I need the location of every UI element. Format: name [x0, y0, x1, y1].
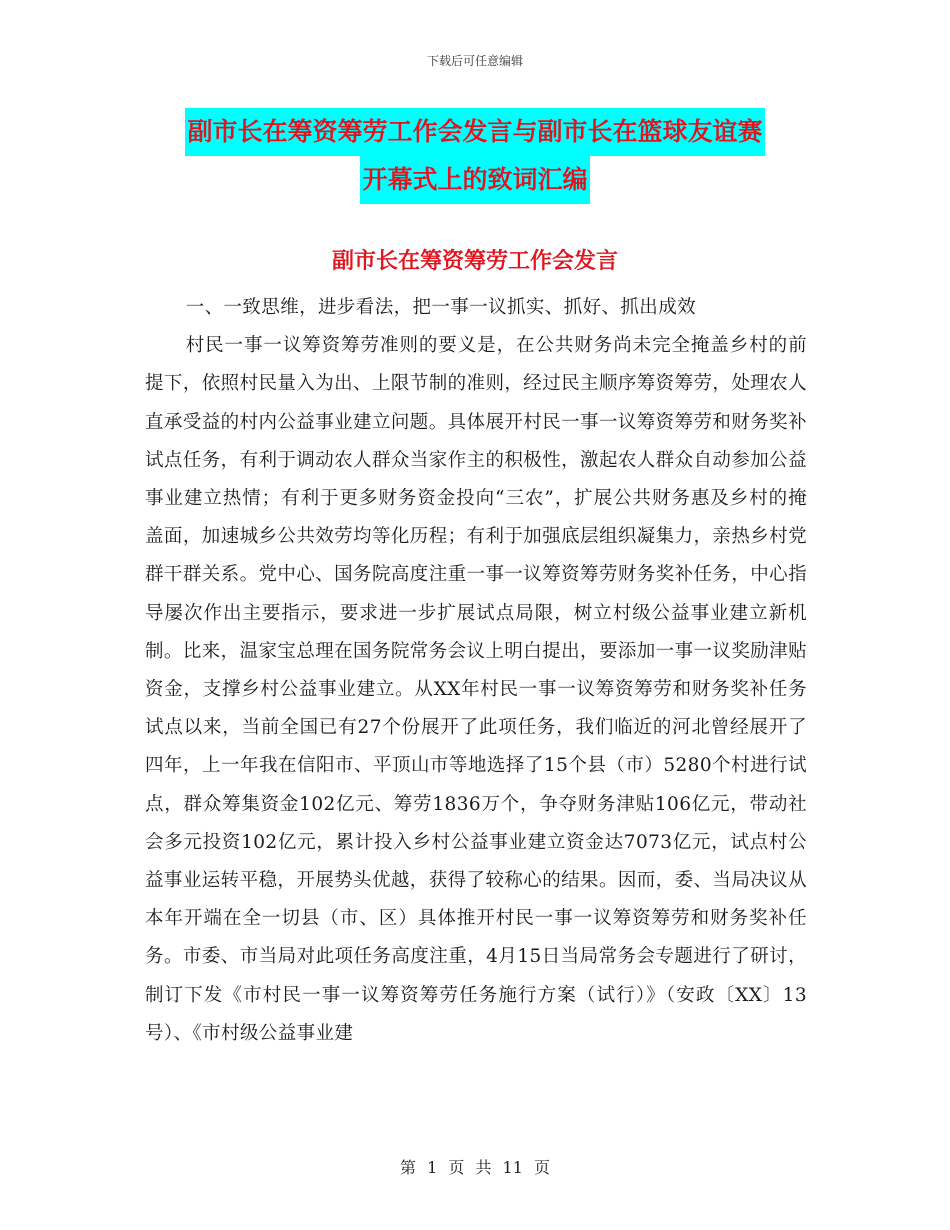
title-line-1: 副市长在筹资筹劳工作会发言与副市长在篮球友谊赛 [185, 108, 764, 156]
section-heading: 副市长在筹资筹劳工作会发言 [331, 249, 618, 274]
page-footer: 第 1 页 共 11 页 [400, 1158, 550, 1177]
subheading: 一、一致思维，进步看法，把一事一议抓实、抓好、抓出成效 [185, 297, 696, 318]
body-paragraph: 村民一事一议筹资筹劳准则的要义是，在公共财务尚未完全掩盖乡村的前提下，依照村民量入为出、上限节制的准则，经过民主顺序筹资筹劳，处理农人直承受益的村内公益事业建立问题。具体展开村民一事一议筹资筹劳和财务奖补试点任务，有利于调动农人群众当家作主的积极性，激起农人群众自动参加公益事业建立热情；有利于更多财务资金投向“三农”，扩展公共财务惠及乡村的掩盖面，加速城乡公共效劳均等化历程；有利于加强底层组织凝集力，亲热乡村党群干群关系。党中心、国务院高度注重一事一议筹资筹劳财务奖补任务，中心指导屡次作出主要指示，要求进一步扩展试点局限，树立村级公益事业建立新机制。比来，温家宝总理在国务院常务会议上明白提出，要添加一事一议奖励津贴资金，支撑乡村公益事业建立。从XX年村民一事一议筹资筹劳和财务奖补任务试点以来，当前全国已有27个份展开了此项任务，我们临近的河北曾经展开了四年，上一年我在信阳市、平顶山市等地选择了15个县（市）5280个村进行试点，群众筹集资金102亿元、筹劳1836万个，争夺财务津贴106亿元，带动社会多元投资102亿元，累计投入乡村公益事业建立资金达7073亿元，试点村公益事业运转平稳，开展势头优越，获得了较称心的结果。因而，委、当局决议从本年开端在全一切县（市、区）具体推开村民一事一议筹资筹劳和财务奖补任务。市委、市当局对此项任务高度注重，4月15日当局常务会专题进行了研讨，制订下发《市村民一事一议筹资筹劳任务施行方案（试行）》（安政〔XX〕13号）、《市村级公益事业建 [145, 335, 807, 1044]
title-line-2: 开幕式上的致词汇编 [360, 156, 589, 204]
document-title [0, 108, 950, 204]
header-note: 下载后可任意编辑 [426, 54, 523, 68]
body-text [145, 289, 807, 1053]
